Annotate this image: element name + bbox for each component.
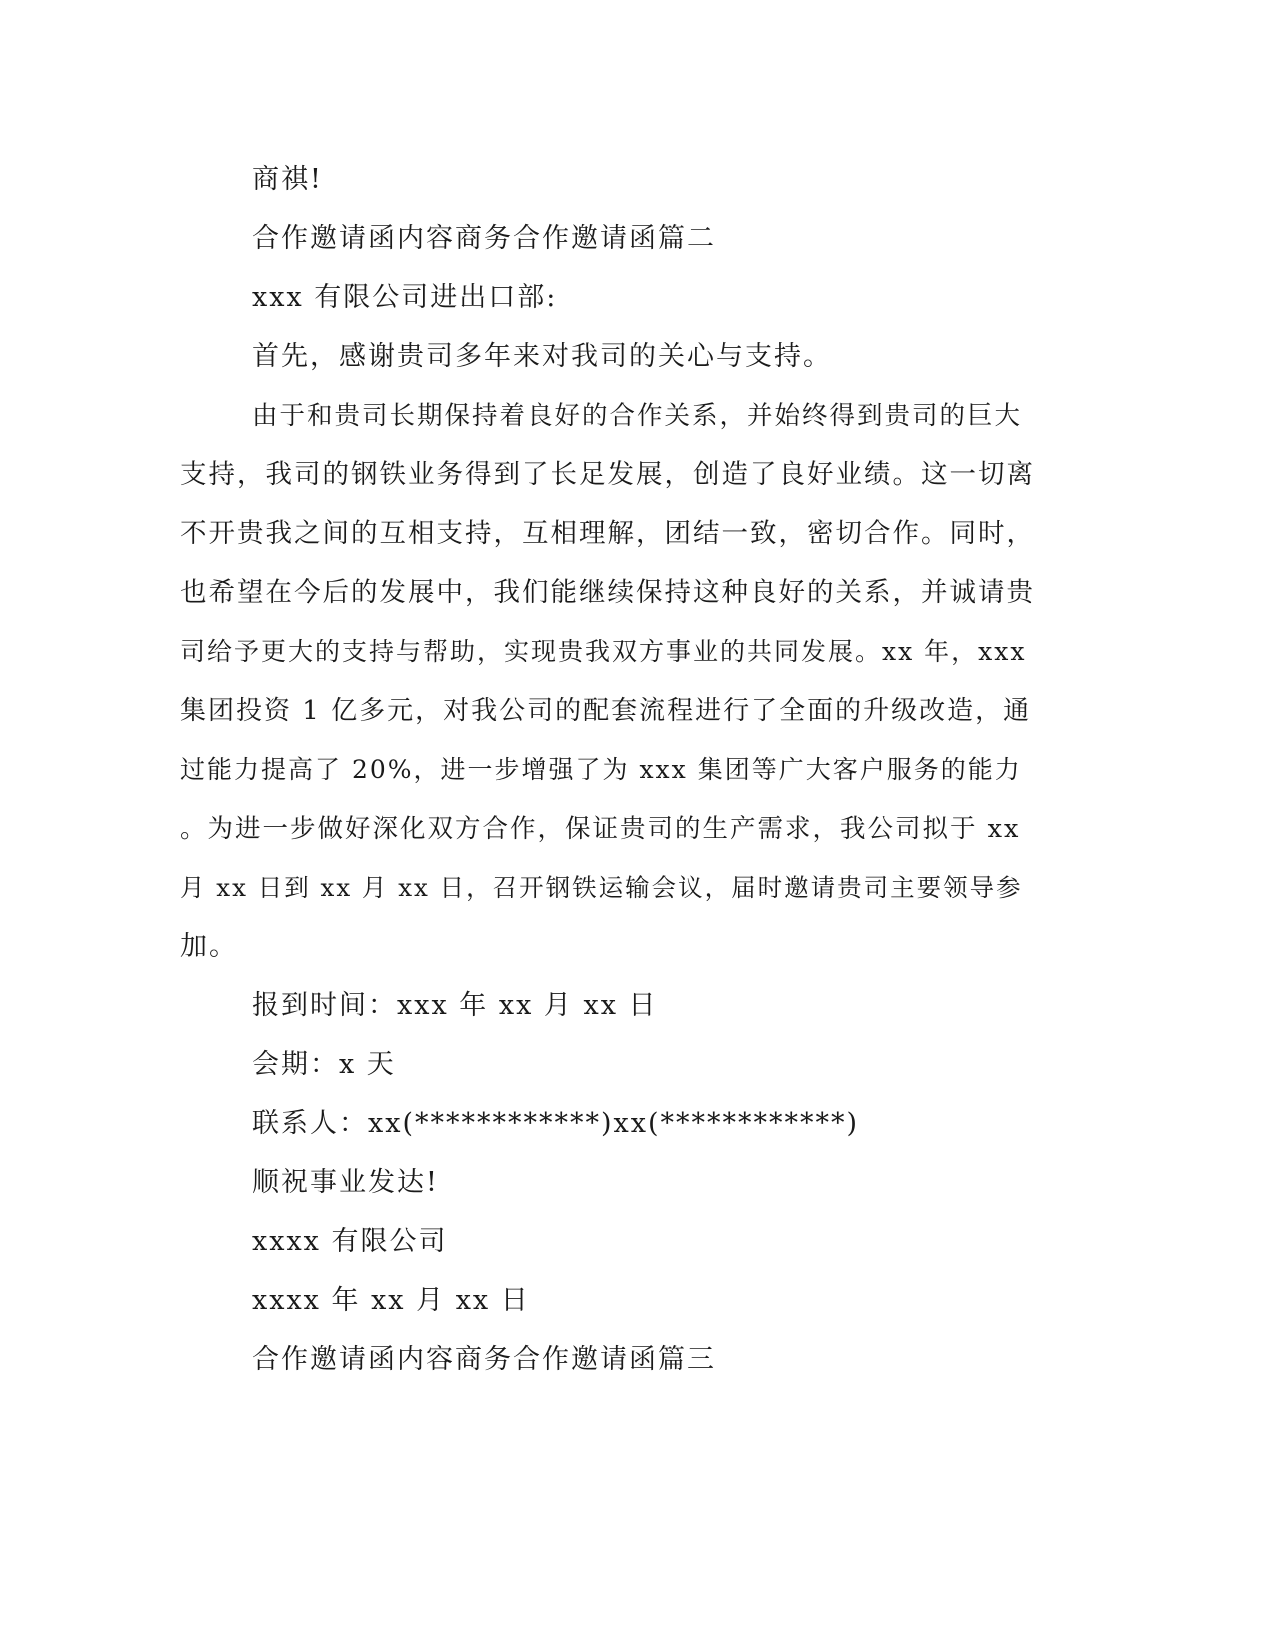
- body-paragraph-line: 也希望在今后的发展中，我们能继续保持这种良好的关系，并诚请贵: [180, 577, 1035, 608]
- contact-person: 联系人：xx(************)xx(************): [252, 1108, 860, 1139]
- signature-company: xxxx 有限公司: [252, 1226, 448, 1257]
- closing-salutation: 商祺!: [252, 164, 323, 195]
- section-heading-3: 合作邀请函内容商务合作邀请函篇三: [252, 1344, 716, 1375]
- opening-paragraph: 首先，感谢贵司多年来对我司的关心与支持。: [252, 341, 832, 372]
- body-paragraph-line: 由于和贵司长期保持着良好的合作关系，并始终得到贵司的巨大: [252, 401, 1023, 431]
- signature-date: xxxx 年 xx 月 xx 日: [252, 1285, 530, 1316]
- body-paragraph-line: 月 xx 日到 xx 月 xx 日，召开钢铁运输会议，届时邀请贵司主要领导参: [180, 873, 1023, 902]
- meeting-duration: 会期：x 天: [252, 1049, 396, 1080]
- body-paragraph-line: 不开贵我之间的互相支持，互相理解，团结一致，密切合作。同时，: [180, 518, 1035, 549]
- section-heading-2: 合作邀请函内容商务合作邀请函篇二: [252, 223, 716, 254]
- body-paragraph-line: 集团投资 1 亿多元，对我公司的配套流程进行了全面的升级改造，通: [180, 696, 1032, 726]
- body-paragraph-line: 。为进一步做好深化双方合作，保证贵司的生产需求，我公司拟于 xx: [180, 814, 1021, 844]
- body-paragraph-line: 司给予更大的支持与帮助，实现贵我双方事业的共同发展。xx 年，xxx: [180, 637, 1027, 666]
- body-paragraph-line: 过能力提高了 20%，进一步增强了为 xxx 集团等广大客户服务的能力: [180, 755, 1022, 784]
- body-paragraph-line: 加。: [180, 931, 238, 962]
- closing-wish: 顺祝事业发达!: [252, 1167, 439, 1198]
- body-paragraph-line: 支持，我司的钢铁业务得到了长足发展，创造了良好业绩。这一切离: [180, 459, 1035, 490]
- recipient-line: xxx 有限公司进出口部:: [252, 282, 558, 313]
- registration-time: 报到时间：xxx 年 xx 月 xx 日: [252, 990, 658, 1021]
